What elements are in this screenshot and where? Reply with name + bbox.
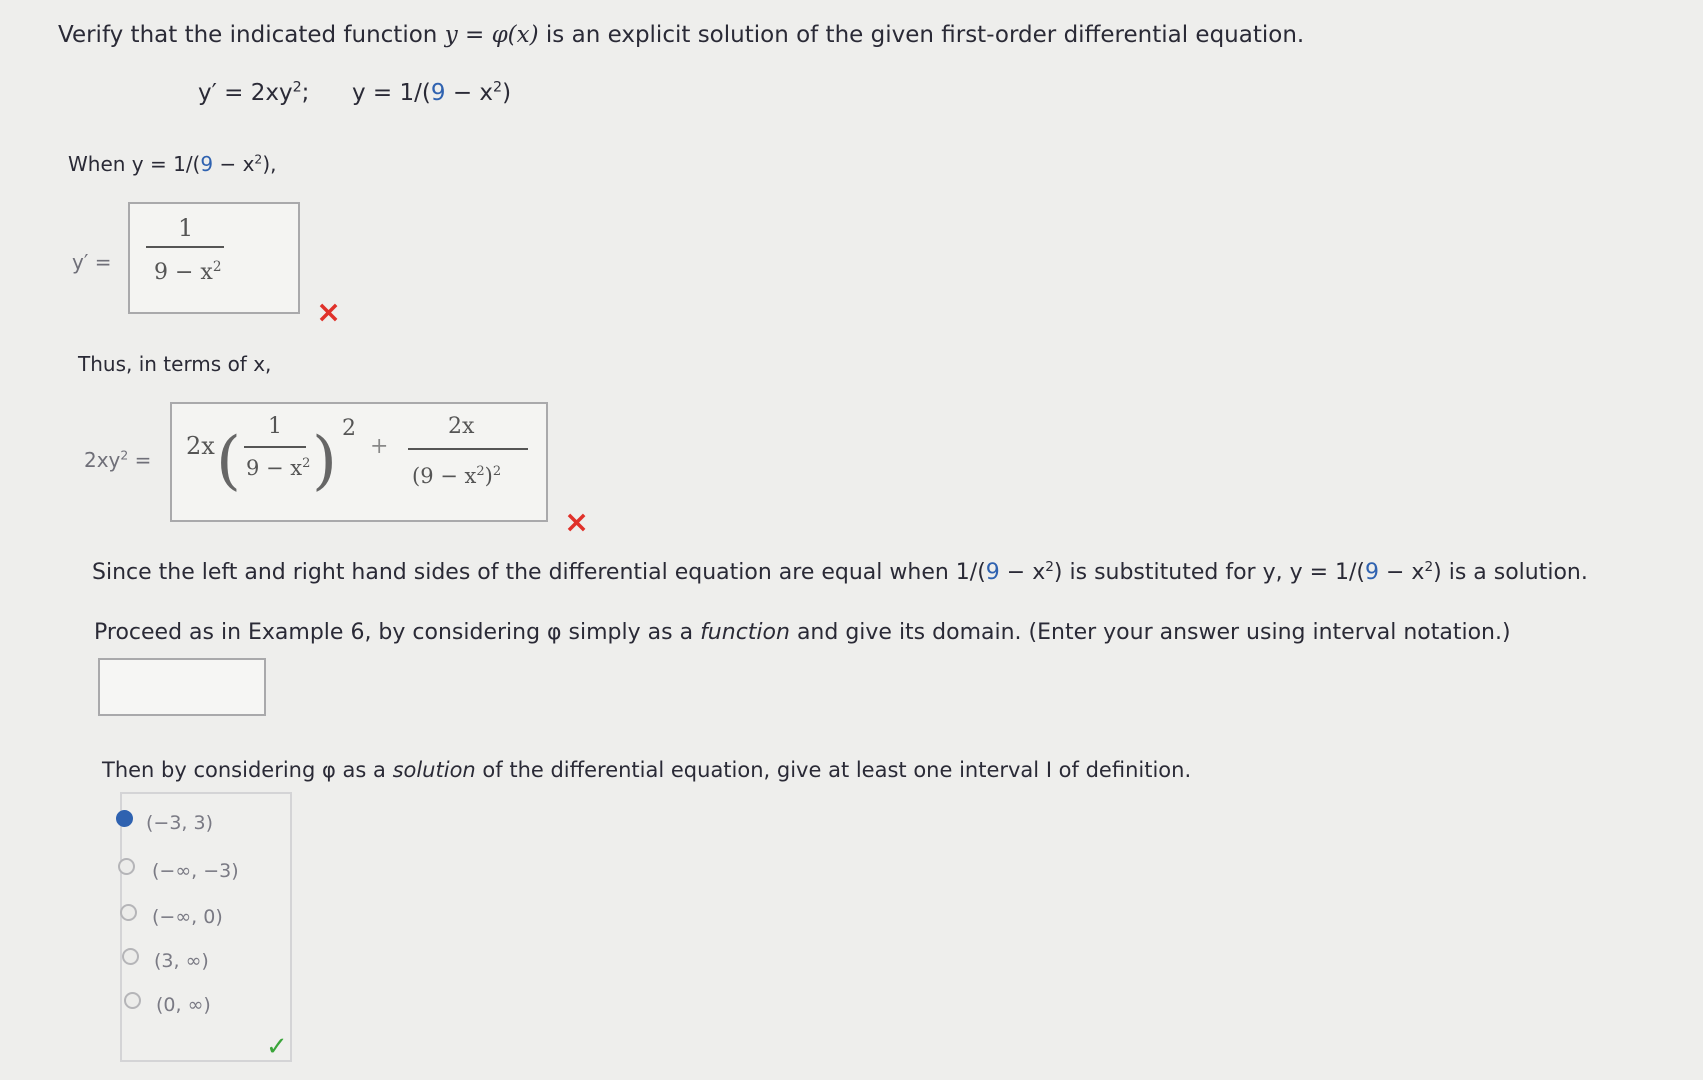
intro-text: Verify that the indicated function y = φ(x) is an explicit solution of the given first-order differential equation. [58, 22, 1305, 48]
option-label-1[interactable]: (−3, 3) [146, 812, 214, 834]
option-radio-2[interactable] [118, 858, 135, 875]
substitution-incorrect-icon: × [564, 505, 590, 540]
option-label-2[interactable]: (−∞, −3) [152, 860, 239, 882]
derivative-answer-box[interactable] [128, 202, 300, 314]
interval-correct-icon: ✓ [266, 1032, 288, 1062]
option-label-4[interactable]: (3, ∞) [154, 950, 209, 972]
given-solution: $y = 1/(9 - x^2)$ [352, 79, 512, 106]
option-radio-5[interactable] [124, 992, 141, 1009]
plus-sign: + [370, 434, 389, 459]
option-label-5[interactable]: (0, ∞) [156, 994, 211, 1016]
rhs-lhs-label: $2xy^2$ = [84, 447, 152, 472]
frac2-numerator: 2x [448, 414, 475, 439]
derivative-incorrect-icon: × [316, 295, 342, 330]
right-paren: ) [312, 424, 337, 498]
conclusion-text: Since the left and right hand sides of the differential equation are equal when $1/(9 - x^2)$ is substituted for y, $y = 1/(9 - x^2)$ is a solution. [92, 558, 1588, 585]
derivative-numerator: 1 [178, 214, 194, 242]
when-label: When $y = 1/(9 - x^2)$, [68, 151, 277, 176]
left-paren: ( [216, 424, 241, 498]
derivative-lhs: y′ = [72, 250, 112, 274]
domain-prompt: Proceed as in Example 6, by considering φ simply as a function and give its domain. (Enter your answer using interval notation.) [94, 620, 1511, 645]
outer-exponent: 2 [342, 416, 356, 441]
option-label-3[interactable]: (−∞, 0) [152, 906, 223, 928]
inner-fraction-bar [244, 446, 306, 448]
thus-label: Thus, in terms of x, [78, 352, 272, 376]
option-radio-3[interactable] [120, 904, 137, 921]
substitution-answer-box[interactable] [170, 402, 548, 522]
frac2-fraction-bar [408, 448, 528, 450]
option-radio-4[interactable] [122, 948, 139, 965]
interval-prompt: Then by considering φ as a solution of the differential equation, give at least one interval I of definition. [102, 758, 1192, 782]
derivative-denominator: $9 - x^2$ [154, 258, 222, 285]
derivative-fraction-bar [146, 246, 224, 248]
given-equation: $y' = 2xy^2$; [198, 79, 310, 106]
option-radio-1[interactable] [116, 810, 133, 827]
inner-numerator: 1 [268, 414, 282, 439]
inner-denominator: $9 - x^2$ [246, 456, 311, 480]
domain-input[interactable] [98, 658, 266, 716]
frac2-denominator: $(9 - x^2)^2$ [412, 464, 502, 488]
coef-text: 2x [186, 432, 215, 460]
